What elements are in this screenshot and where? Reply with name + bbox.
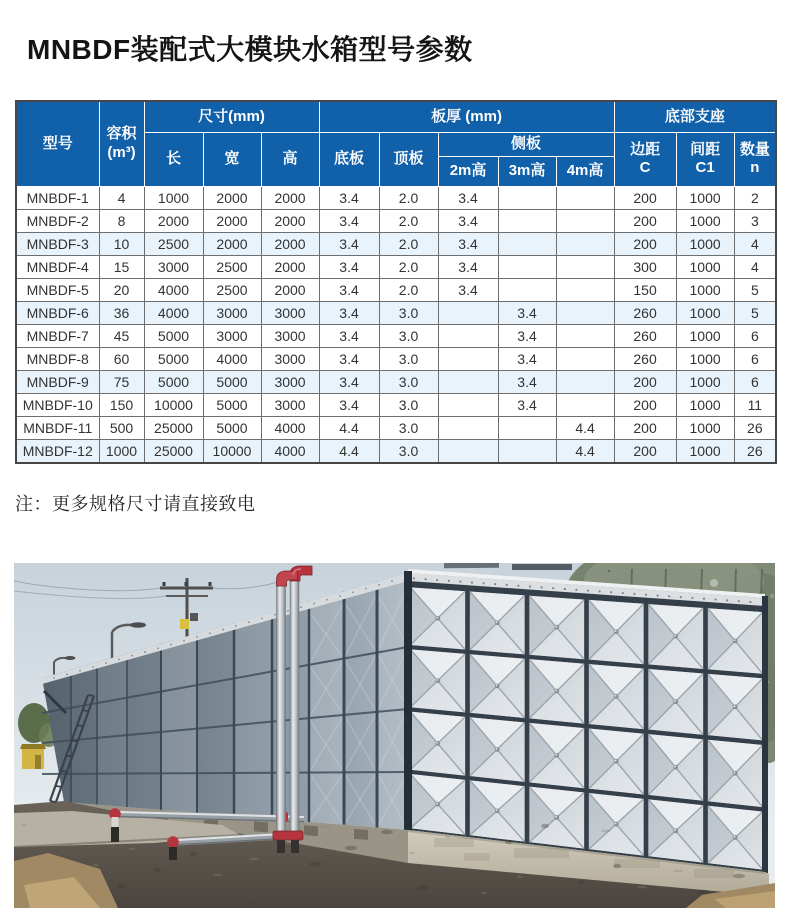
table-cell: 3.4 (319, 393, 379, 416)
table-cell: 6 (734, 324, 776, 347)
col-group-thickness: 板厚 (mm) (319, 101, 614, 133)
table-cell (556, 186, 614, 209)
table-cell: 3.4 (498, 301, 556, 324)
table-cell: MNBDF-3 (16, 232, 99, 255)
table-cell: 26 (734, 416, 776, 439)
table-cell: 4.4 (319, 416, 379, 439)
table-cell: 200 (614, 370, 676, 393)
table-cell: 3.0 (379, 393, 438, 416)
table-cell: 3.4 (498, 370, 556, 393)
table-cell: 2000 (261, 278, 319, 301)
table-cell: 1000 (676, 278, 734, 301)
table-cell: 2.0 (379, 278, 438, 301)
table-cell: 5000 (203, 416, 261, 439)
table-cell: 11 (734, 393, 776, 416)
col-header-width: 宽 (203, 133, 261, 187)
table-cell: 4.4 (556, 416, 614, 439)
table-cell (498, 232, 556, 255)
table-row (16, 439, 776, 463)
table-cell: 1000 (676, 186, 734, 209)
table-cell (556, 278, 614, 301)
table-cell: 10000 (144, 393, 203, 416)
table-cell (498, 186, 556, 209)
col-header-count (734, 133, 776, 187)
table-cell: 2000 (261, 232, 319, 255)
table-cell (498, 255, 556, 278)
col-header-height: 高 (261, 133, 319, 187)
table-cell (498, 278, 556, 301)
table-row (16, 209, 776, 232)
table-cell: 200 (614, 439, 676, 463)
table-cell: 3.4 (319, 278, 379, 301)
table-cell: 3.4 (438, 209, 498, 232)
table-cell: 4000 (261, 439, 319, 463)
table-cell (556, 393, 614, 416)
table-cell: 4 (99, 186, 144, 209)
table-cell: 2000 (261, 209, 319, 232)
table-cell (438, 370, 498, 393)
col-header-spacing-line2: C1 (695, 159, 715, 177)
table-cell: 2500 (203, 278, 261, 301)
table-cell: 6 (734, 347, 776, 370)
table-cell: 3.4 (319, 209, 379, 232)
table-cell: 3.4 (498, 347, 556, 370)
table-cell: 200 (614, 186, 676, 209)
table-cell (438, 439, 498, 463)
table-cell: 2000 (203, 186, 261, 209)
table-cell (556, 232, 614, 255)
table-cell: 3000 (261, 370, 319, 393)
table-cell: 260 (614, 324, 676, 347)
table-cell: 6 (734, 370, 776, 393)
table-cell: 2000 (203, 232, 261, 255)
table-cell: MNBDF-7 (16, 324, 99, 347)
table-cell: 4 (734, 255, 776, 278)
table-cell: 2000 (144, 209, 203, 232)
col-group-side-plate: 侧板 (438, 133, 614, 157)
table-cell: 3.0 (379, 347, 438, 370)
table-cell: 3.0 (379, 370, 438, 393)
col-header-spacing-line1: 间距 (690, 140, 721, 158)
table-cell: 1000 (99, 439, 144, 463)
table-cell: 2000 (203, 209, 261, 232)
table-cell: 4000 (261, 416, 319, 439)
table-cell: 3.4 (319, 301, 379, 324)
table-cell: 5000 (203, 393, 261, 416)
table-cell (498, 209, 556, 232)
table-cell: MNBDF-9 (16, 370, 99, 393)
table-cell: 300 (614, 255, 676, 278)
table-cell (438, 393, 498, 416)
table-row (16, 347, 776, 370)
table-cell: 1000 (676, 209, 734, 232)
table-cell: 4000 (144, 278, 203, 301)
table-cell: 3000 (203, 301, 261, 324)
table-cell (438, 301, 498, 324)
table-row (16, 416, 776, 439)
table-cell: 200 (614, 232, 676, 255)
col-header-top-plate: 顶板 (379, 133, 438, 187)
table-cell: 3000 (261, 347, 319, 370)
table-cell: 3 (734, 209, 776, 232)
table-cell: 3.4 (498, 393, 556, 416)
table-cell: 260 (614, 301, 676, 324)
table-cell: MNBDF-10 (16, 393, 99, 416)
col-header-volume (99, 101, 144, 186)
table-cell: 3.4 (438, 232, 498, 255)
table-cell: MNBDF-8 (16, 347, 99, 370)
table-cell: 26 (734, 439, 776, 463)
table-cell: 500 (99, 416, 144, 439)
col-header-count-line2: n (750, 159, 760, 177)
table-cell: 200 (614, 209, 676, 232)
table-cell: 150 (614, 278, 676, 301)
table-cell: 4.4 (556, 439, 614, 463)
col-header-spacing (676, 133, 734, 187)
spec-table-header (16, 101, 776, 186)
table-row (16, 301, 776, 324)
col-header-count-line1: 数量 (739, 140, 770, 158)
table-cell: 3.4 (438, 255, 498, 278)
table-cell: 4000 (203, 347, 261, 370)
table-cell: 3.4 (319, 370, 379, 393)
table-cell: 2 (734, 186, 776, 209)
table-cell: 25000 (144, 416, 203, 439)
table-cell (556, 301, 614, 324)
col-header-volume-line1: 容积 (106, 125, 137, 143)
table-cell: 1000 (676, 416, 734, 439)
table-cell: 4.4 (319, 439, 379, 463)
col-header-2m: 2m高 (438, 156, 498, 186)
table-cell: 10 (99, 232, 144, 255)
table-row (16, 370, 776, 393)
table-row (16, 232, 776, 255)
table-cell: MNBDF-4 (16, 255, 99, 278)
table-row (16, 324, 776, 347)
table-cell: 200 (614, 416, 676, 439)
table-cell: 3000 (144, 255, 203, 278)
table-cell: 1000 (144, 186, 203, 209)
table-cell (556, 209, 614, 232)
table-cell: 150 (99, 393, 144, 416)
table-cell: 200 (614, 393, 676, 416)
table-cell: 1000 (676, 393, 734, 416)
col-header-4m: 4m高 (556, 156, 614, 186)
table-cell: 1000 (676, 324, 734, 347)
table-cell: MNBDF-11 (16, 416, 99, 439)
table-cell: MNBDF-5 (16, 278, 99, 301)
table-cell: 3.4 (498, 324, 556, 347)
table-row (16, 393, 776, 416)
table-cell: 2000 (261, 255, 319, 278)
table-cell: MNBDF-2 (16, 209, 99, 232)
table-cell: 10000 (203, 439, 261, 463)
table-cell: 3000 (261, 301, 319, 324)
table-cell: 5 (734, 278, 776, 301)
col-header-bottom-plate: 底板 (319, 133, 379, 187)
table-cell: 3.4 (319, 186, 379, 209)
table-cell: 8 (99, 209, 144, 232)
col-group-size: 尺寸(mm) (144, 101, 319, 133)
table-cell: 2.0 (379, 186, 438, 209)
table-cell: 3.4 (319, 255, 379, 278)
table-cell (438, 416, 498, 439)
table-cell: 3000 (203, 324, 261, 347)
table-cell: 75 (99, 370, 144, 393)
table-cell: 20 (99, 278, 144, 301)
table-cell: 3000 (261, 324, 319, 347)
table-cell: MNBDF-6 (16, 301, 99, 324)
table-cell (438, 324, 498, 347)
table-cell: 2.0 (379, 232, 438, 255)
table-cell: 5000 (144, 347, 203, 370)
table-cell: MNBDF-1 (16, 186, 99, 209)
table-cell: 2.0 (379, 209, 438, 232)
page-title: MNBDF装配式大模块水箱型号参数 (27, 34, 473, 65)
table-cell (556, 324, 614, 347)
note-text: 注：更多规格尺寸请直接致电 (15, 494, 256, 514)
spec-table-body (16, 186, 776, 463)
table-cell: 3.4 (319, 232, 379, 255)
table-cell: 3.4 (319, 347, 379, 370)
table-row (16, 278, 776, 301)
water-tank-photo (14, 563, 775, 908)
table-row (16, 255, 776, 278)
table-cell: 45 (99, 324, 144, 347)
col-header-volume-line2: (m³) (107, 143, 136, 161)
table-cell: 5000 (203, 370, 261, 393)
table-cell: MNBDF-12 (16, 439, 99, 463)
table-cell: 1000 (676, 370, 734, 393)
table-cell: 3.4 (319, 324, 379, 347)
col-header-3m: 3m高 (498, 156, 556, 186)
table-cell: 3000 (261, 393, 319, 416)
table-cell: 2.0 (379, 255, 438, 278)
table-cell: 5000 (144, 370, 203, 393)
table-cell: 2500 (144, 232, 203, 255)
table-cell: 4 (734, 232, 776, 255)
col-header-edge-line2: C (639, 159, 651, 177)
table-cell: 25000 (144, 439, 203, 463)
table-cell: 3.0 (379, 416, 438, 439)
table-cell (556, 347, 614, 370)
table-cell: 3.0 (379, 324, 438, 347)
table-cell (556, 255, 614, 278)
col-header-edge (614, 133, 676, 187)
table-cell: 1000 (676, 232, 734, 255)
table-cell: 3.4 (438, 278, 498, 301)
table-cell: 15 (99, 255, 144, 278)
table-cell (498, 416, 556, 439)
table-cell: 4000 (144, 301, 203, 324)
table-row (16, 186, 776, 209)
col-group-support: 底部支座 (614, 101, 776, 133)
table-cell: 2000 (261, 186, 319, 209)
table-cell: 1000 (676, 347, 734, 370)
spec-table (15, 100, 777, 464)
table-cell: 36 (99, 301, 144, 324)
col-header-length: 长 (144, 133, 203, 187)
table-cell: 60 (99, 347, 144, 370)
table-cell: 260 (614, 347, 676, 370)
table-cell: 1000 (676, 255, 734, 278)
table-cell (556, 370, 614, 393)
tank-photo-illustration (14, 563, 775, 908)
table-cell: 2500 (203, 255, 261, 278)
table-cell: 5000 (144, 324, 203, 347)
table-cell: 1000 (676, 301, 734, 324)
col-header-model: 型号 (16, 101, 99, 186)
table-cell (498, 439, 556, 463)
table-cell (438, 347, 498, 370)
table-cell: 3.0 (379, 439, 438, 463)
table-cell: 3.0 (379, 301, 438, 324)
col-header-edge-line1: 边距 (630, 140, 661, 158)
table-cell: 5 (734, 301, 776, 324)
table-cell: 3.4 (438, 186, 498, 209)
table-cell: 1000 (676, 439, 734, 463)
